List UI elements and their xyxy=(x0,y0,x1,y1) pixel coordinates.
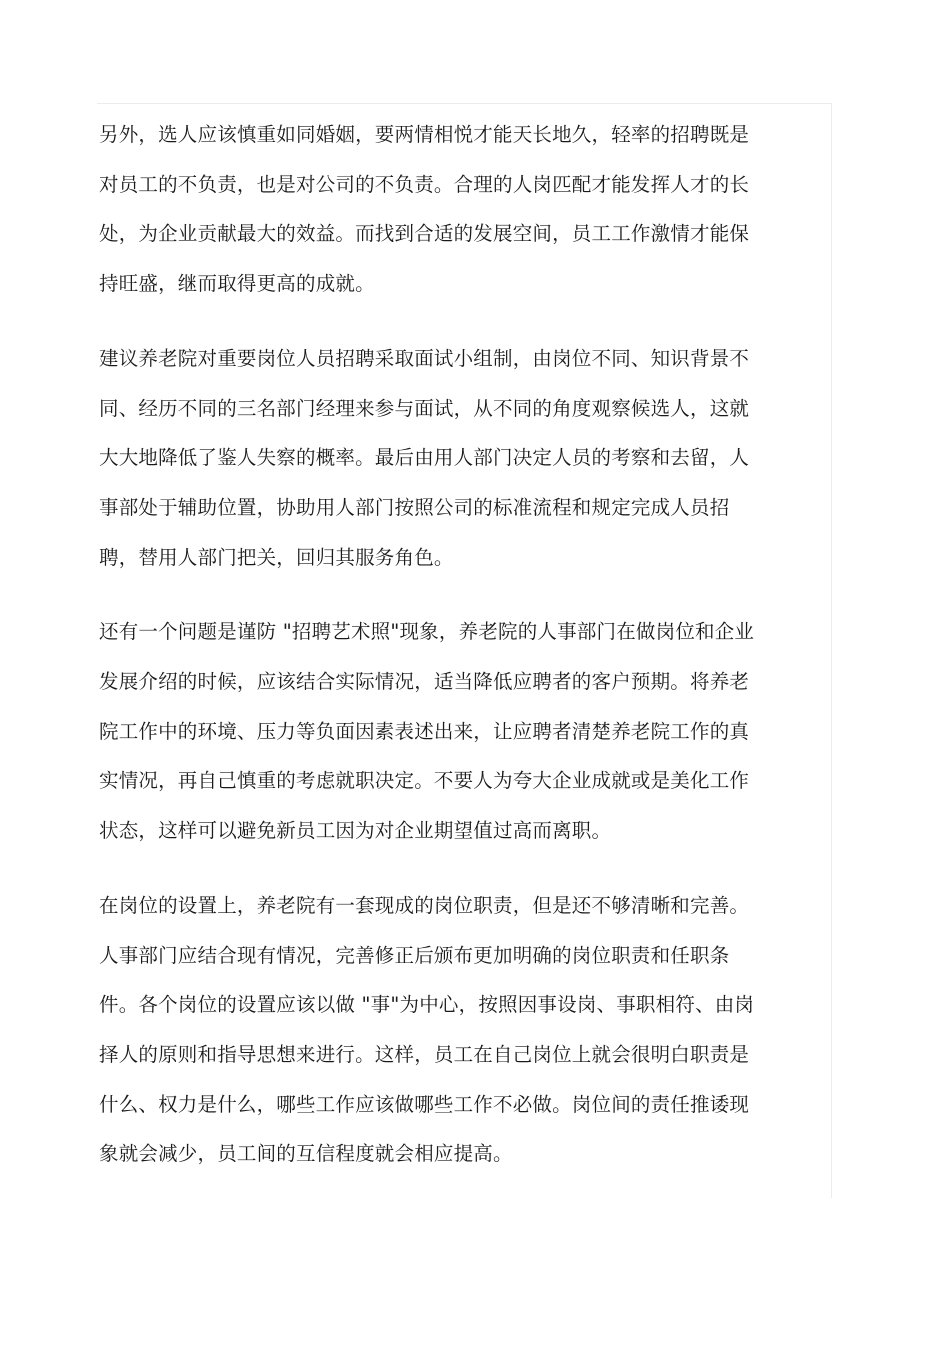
paragraph-2 xyxy=(99,334,815,583)
text-line: 事部处于辅助位置，协助用人部门按照公司的标准流程和规定完成人员招 xyxy=(99,495,730,519)
text-line: 持旺盛，继而取得更高的成就。 xyxy=(99,272,375,296)
text-line: 另外，选人应该慎重如同婚姻，要两情相悦才能天长地久，轻率的招聘既是 xyxy=(99,123,750,146)
text-line: 院工作中的环境、压力等负面因素表述出来，让应聘者清楚养老院工作的真 xyxy=(99,719,750,743)
text-line: 状态，这样可以避免新员工因为对企业期望值过高而离职。 xyxy=(99,819,612,843)
text-line: 聘，替用人部门把关，回归其服务角色。 xyxy=(99,545,454,569)
paragraph-4 xyxy=(99,881,815,1179)
text-line: 件。各个岗位的设置应该以做 "事"为中心，按照因事设岗、事职相符、由岗 xyxy=(99,993,755,1017)
text-line: 实情况，再自己慎重的考虑就职决定。不要人为夸大企业成就或是美化工作 xyxy=(99,769,750,793)
text-line: 什么、权力是什么，哪些工作应该做哪些工作不必做。岗位间的责任推诿现 xyxy=(99,1092,750,1116)
text-line: 人事部门应结合现有情况，完善修正后颁布更加明确的岗位职责和任职条 xyxy=(99,943,730,967)
text-line: 还有一个问题是谨防 "招聘艺术照"现象，养老院的人事部门在做岗位和企业 xyxy=(99,620,755,644)
document-body xyxy=(99,110,815,1204)
text-line: 处，为企业贡献最大的效益。而找到合适的发展空间，员工工作激情才能保 xyxy=(99,222,750,246)
text-line: 择人的原则和指导思想来进行。这样，员工在自己岗位上就会很明白职责是 xyxy=(99,1042,750,1066)
text-line: 象就会减少，员工间的互信程度就会相应提高。 xyxy=(99,1142,513,1166)
text-line: 建议养老院对重要岗位人员招聘采取面试小组制，由岗位不同、知识背景不 xyxy=(99,346,750,370)
text-line: 对员工的不负责，也是对公司的不负责。合理的人岗匹配才能发挥人才的长 xyxy=(99,172,750,196)
text-line: 大大地降低了鉴人失察的概率。最后由用人部门决定人员的考察和去留，人 xyxy=(99,446,750,470)
text-line: 在岗位的设置上，养老院有一套现成的岗位职责，但是还不够清晰和完善。 xyxy=(99,893,750,917)
text-line: 同、经历不同的三名部门经理来参与面试，从不同的角度观察候选人，这就 xyxy=(99,396,750,420)
paragraph-3 xyxy=(99,607,815,856)
paragraph-1 xyxy=(99,110,815,309)
text-line: 发展介绍的时候，应该结合实际情况，适当降低应聘者的客户预期。将养老 xyxy=(99,670,750,694)
